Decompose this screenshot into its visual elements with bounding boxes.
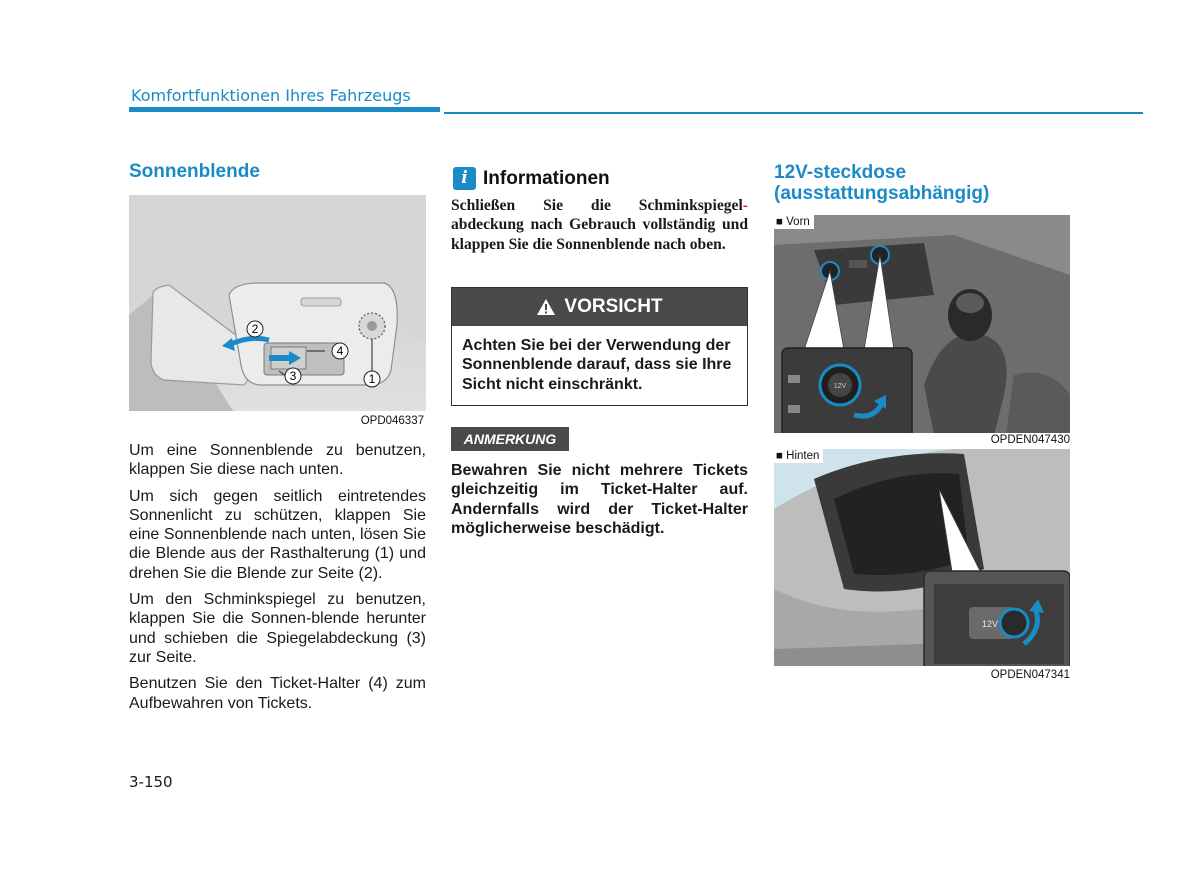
socket-label: 12V <box>833 383 847 390</box>
callout-1: 1 <box>368 372 376 386</box>
figure-code: OPDEN047341 <box>990 669 1070 681</box>
callout-3: 3 <box>289 369 297 383</box>
info-title: Informationen <box>483 168 610 189</box>
figure-code: OPDEN047430 <box>990 434 1070 446</box>
section-title-line: (ausstattungsabhängig) <box>774 183 990 204</box>
warning-triangle-icon <box>536 298 556 316</box>
info-text-hyphen: - <box>742 197 748 214</box>
callout-2: 2 <box>251 322 259 336</box>
sun-visor-figure <box>129 195 426 431</box>
info-text-part: Schließen Sie die Schminkspiegel <box>451 197 743 214</box>
socket-label: 12V <box>981 619 999 629</box>
note-badge: ANMERKUNG <box>451 427 569 451</box>
rear-socket-figure <box>774 449 1070 684</box>
section-title-line: 12V-steckdose <box>774 162 907 183</box>
figure-tag-front: ■ Vorn <box>774 215 814 229</box>
header-rule <box>444 112 1143 114</box>
figure-code: OPD046337 <box>360 415 424 427</box>
info-text <box>451 196 748 254</box>
page-number: 3-150 <box>129 773 173 791</box>
paragraph: Um eine Sonnenblende zu benutzen, klappen Sie diese nach unten. <box>129 442 426 479</box>
section-title-sonnenblende: Sonnenblende <box>129 161 260 182</box>
paragraph: Benutzen Sie den Ticket-Halter (4) zum Aufbewahren von Tickets. <box>129 675 426 712</box>
sun-visor-illustration <box>129 195 426 431</box>
front-socket-figure <box>774 215 1070 449</box>
header-accent-bar <box>129 107 440 112</box>
caution-box <box>451 287 748 406</box>
caution-text: Achten Sie bei der Verwendung der Sonnenblende darauf, dass sie Ihre Sicht nicht einschränkt. <box>462 337 732 393</box>
paragraph: Um sich gegen seitlich eintretendes Sonnenlicht zu schützen, klappen Sie eine Sonnenblende nach unten, lösen Sie die Blende aus der Rasthalterung (1) und drehen Sie die Blende zur Seite (2). <box>129 487 426 582</box>
caution-title: VORSICHT <box>564 296 663 317</box>
callout-4: 4 <box>336 344 344 358</box>
rear-socket-illustration <box>774 449 1070 684</box>
header-title: Komfortfunktionen Ihres Fahrzeugs <box>131 86 411 105</box>
paragraph: Um den Schminkspiegel zu benutzen, klappen Sie die Sonnen-blende herunter und schieben die Spiegelabdeckung (3) zur Seite. <box>129 591 426 666</box>
figure-tag-rear: ■ Hinten <box>774 449 823 463</box>
sun-visor-instructions <box>129 441 426 720</box>
note-text: Bewahren Sie nicht mehrere Tickets gleichzeitig im Ticket-Halter auf. Andernfalls wird der Ticket-Halter möglicherweise beschädigt. <box>451 462 748 537</box>
info-text-part: abdeckung nach Gebrauch vollständig und klappen Sie die Sonnenblende nach oben. <box>451 216 748 253</box>
front-socket-illustration <box>774 215 1070 449</box>
info-icon: i <box>453 167 476 190</box>
caution-header <box>452 288 747 326</box>
section-title-12v <box>774 162 989 204</box>
